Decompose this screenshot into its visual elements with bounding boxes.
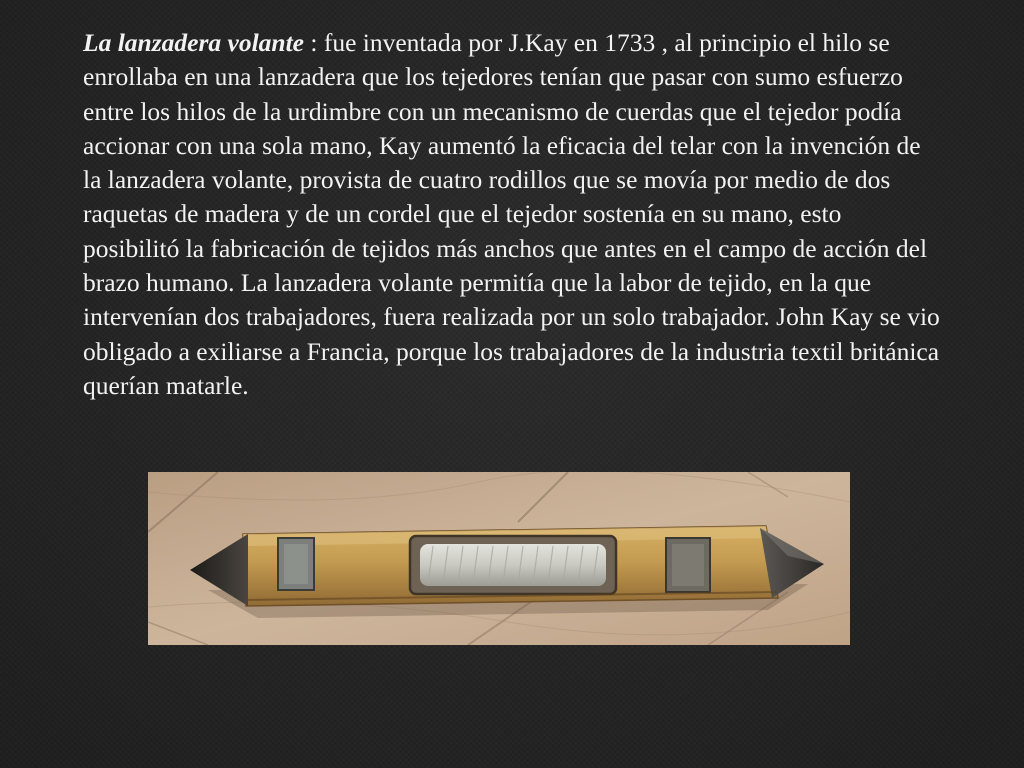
slide-body-text: : fue inventada por J.Kay en 1733 , al principio el hilo se enrollaba en una lanzadera que los tejedores tenían que pasar con sumo esfuerzo entre los hilos de la urdimbre con un mecanismo de cuerdas que el tejedor podía accionar con una sola mano, Kay aumentó la eficacia del telar con la invención de la lanzadera volante, provista de cuatro rodillos que se movía por medio de dos raquetas de madera y de un cordel que el tejedor sostenía en su mano, esto posibilitó la fabricación de tejidos más anchos que antes en el campo de acción del brazo humano. La lanzadera volante permitía que la labor de tejido, en la que intervenían dos trabajadores, fuera realizada por un solo trabajador. John Kay se vio obligado a exiliarse a Francia, porque los trabajadores de la industria textil británica querían matarle.: [83, 28, 940, 400]
flying-shuttle-photo: [148, 472, 850, 645]
shuttle-illustration: [148, 472, 850, 645]
slide-title: La lanzadera volante: [83, 28, 304, 57]
slide-text: [83, 26, 943, 403]
